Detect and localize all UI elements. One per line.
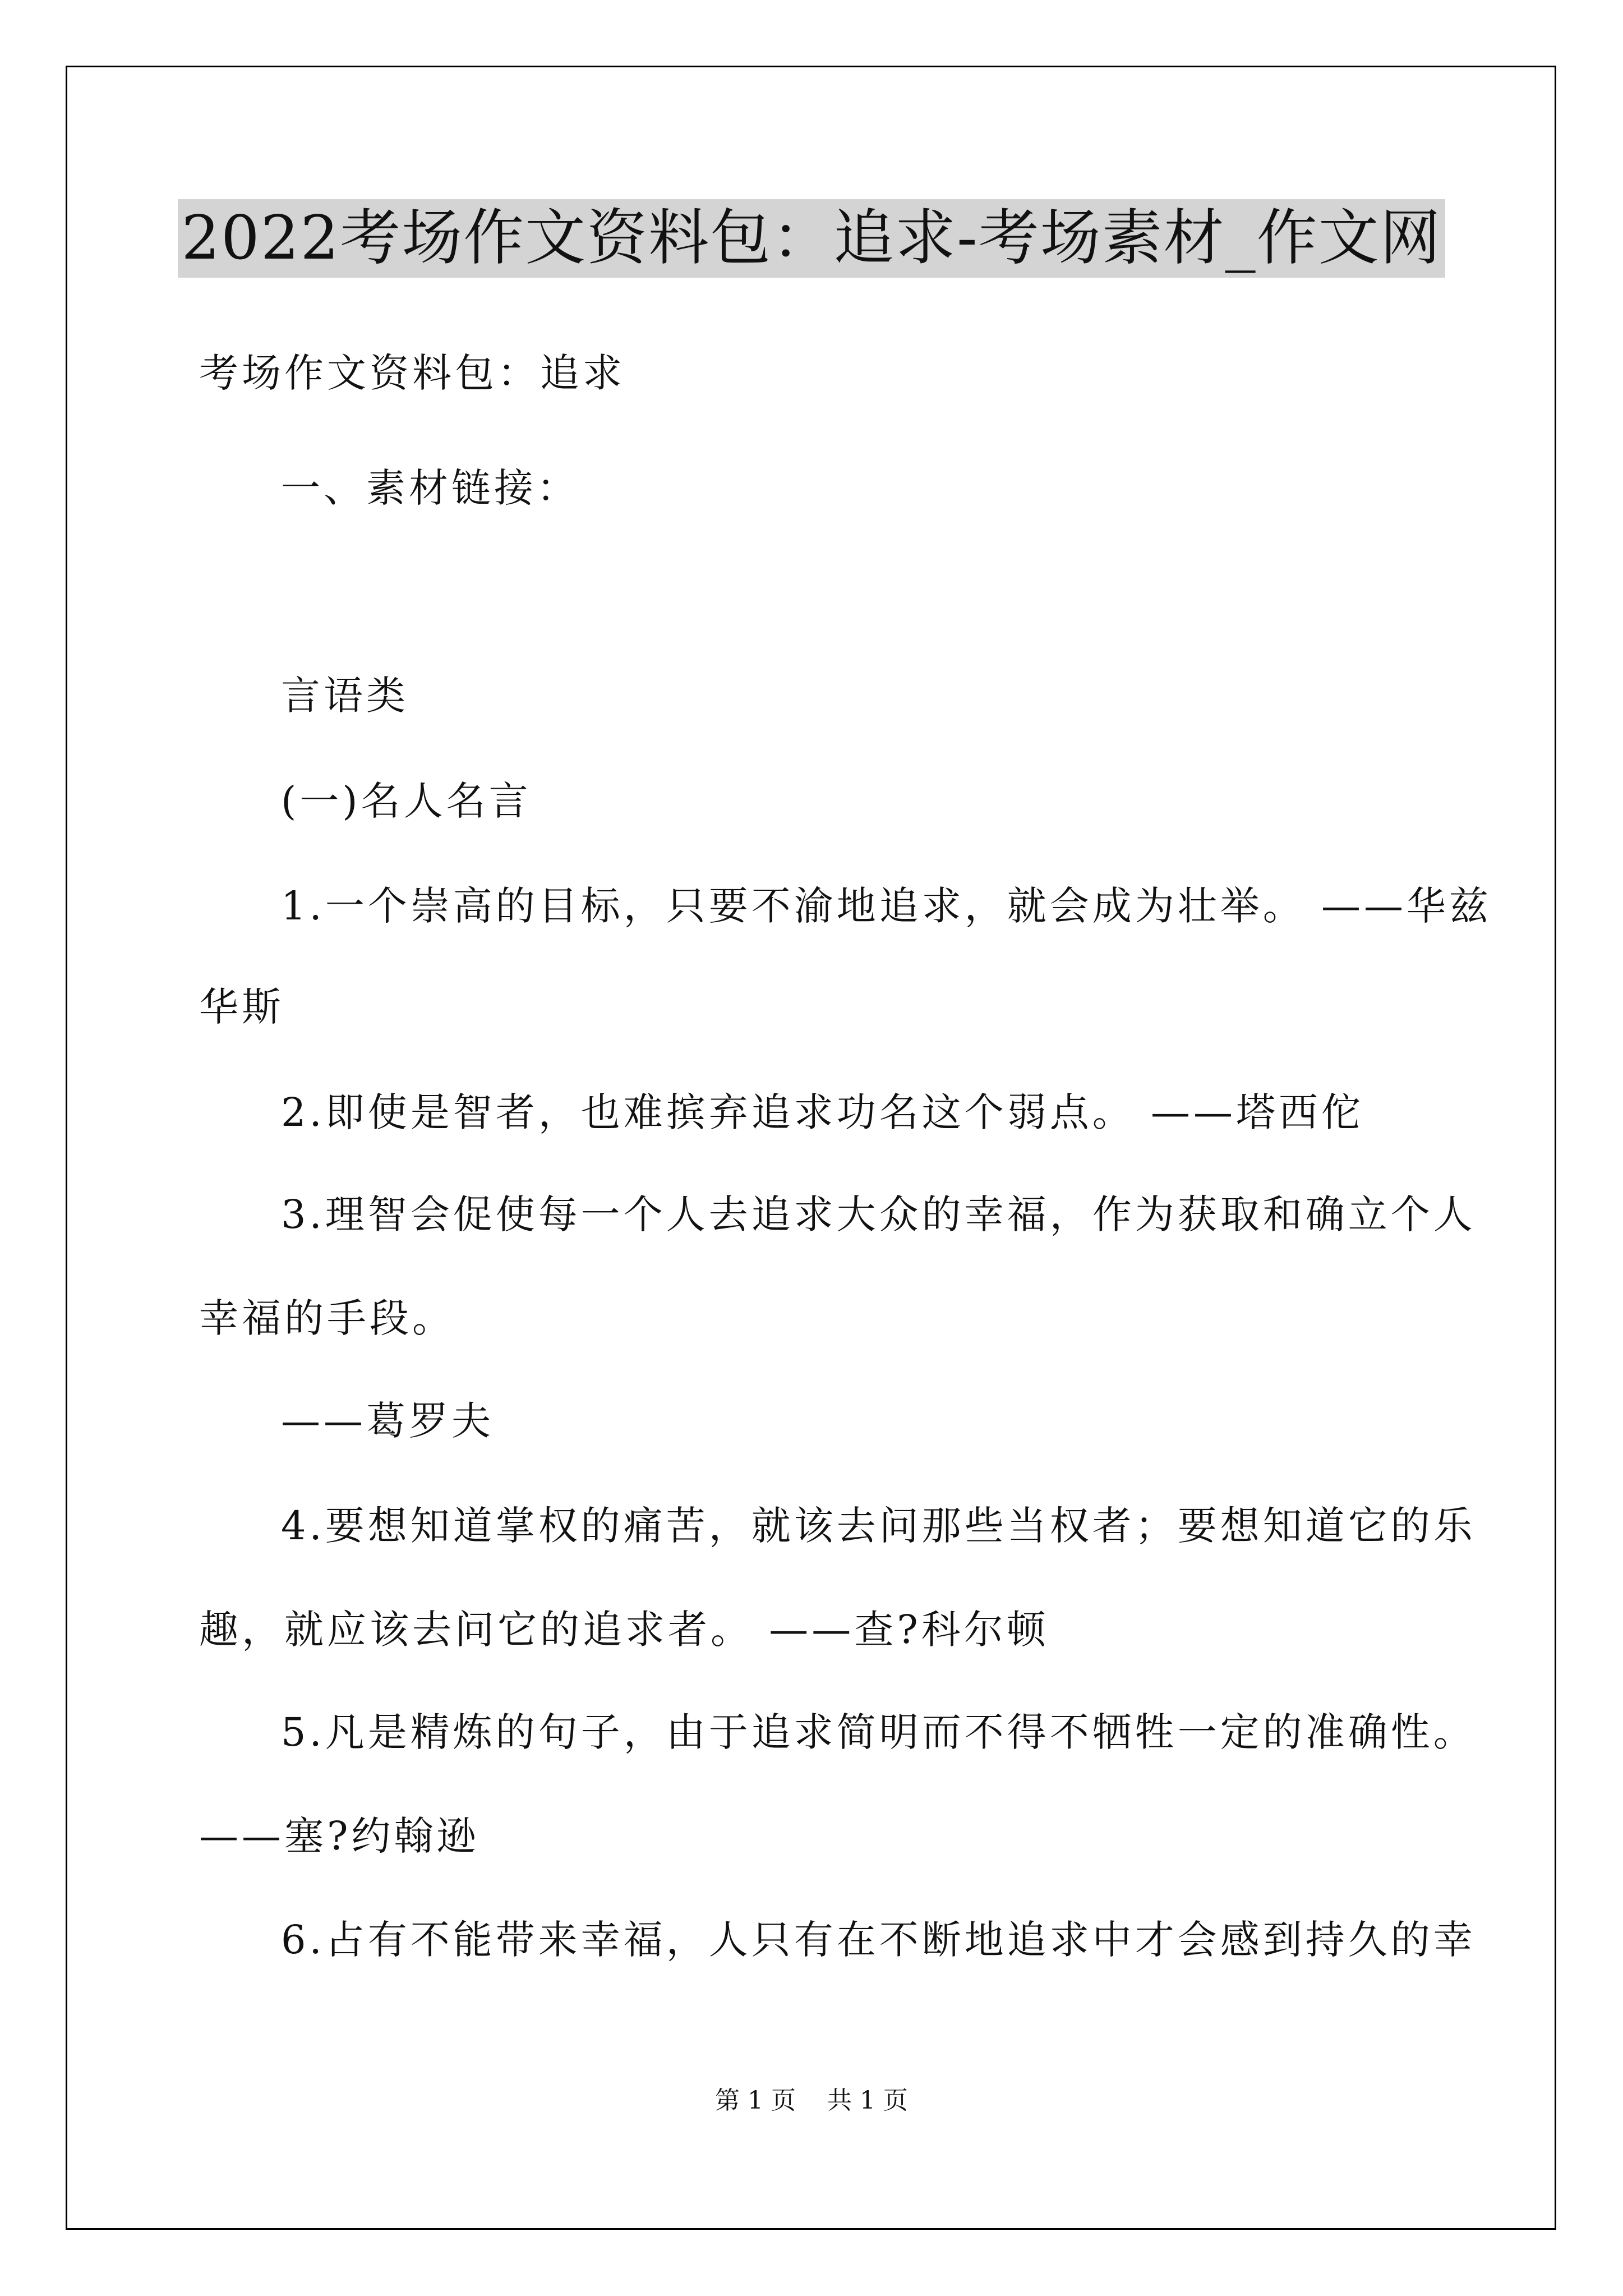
quote-3-line-1: 3.理智会促使每一个人去追求大众的幸福，作为获取和确立个人 [281,1191,1476,1237]
quote-3-line-2: 幸福的手段。 [199,1295,455,1341]
subtitle-line: 考场作文资料包：追求 [199,350,625,396]
page-number-footer: 第 1 页 共 1 页 [715,2086,908,2115]
section-heading: 一、素材链接： [281,465,579,511]
quote-1-line-1: 1.一个崇高的目标，只要不渝地追求，就会成为壮举。 ——华兹 [281,883,1492,929]
category-heading: 言语类 [281,673,409,719]
quote-5-line-2: ——塞?约翰逊 [199,1813,479,1859]
quote-4-line-2: 趣，就应该去问它的追求者。 ——查?科尔顿 [199,1607,1049,1653]
quote-4-line-1: 4.要想知道掌权的痛苦，就该去问那些当权者；要想知道它的乐 [281,1503,1476,1549]
title-container [0,199,1623,278]
subsection-heading: (一)名人名言 [281,778,532,824]
quote-1-line-2: 华斯 [199,984,284,1030]
quote-2-line-1: 2.即使是智者，也难摈弃追求功名这个弱点。 ——塔西佗 [281,1089,1364,1135]
quote-5-line-1: 5.凡是精炼的句子，由于追求简明而不得不牺牲一定的准确性。 [281,1709,1476,1755]
quote-6-line-1: 6.占有不能带来幸福，人只有在不断地追求中才会感到持久的幸 [281,1917,1476,1963]
quote-3-author: ——葛罗夫 [281,1398,494,1444]
document-title: 2022考场作文资料包：追求-考场素材_作文网 [178,199,1445,278]
